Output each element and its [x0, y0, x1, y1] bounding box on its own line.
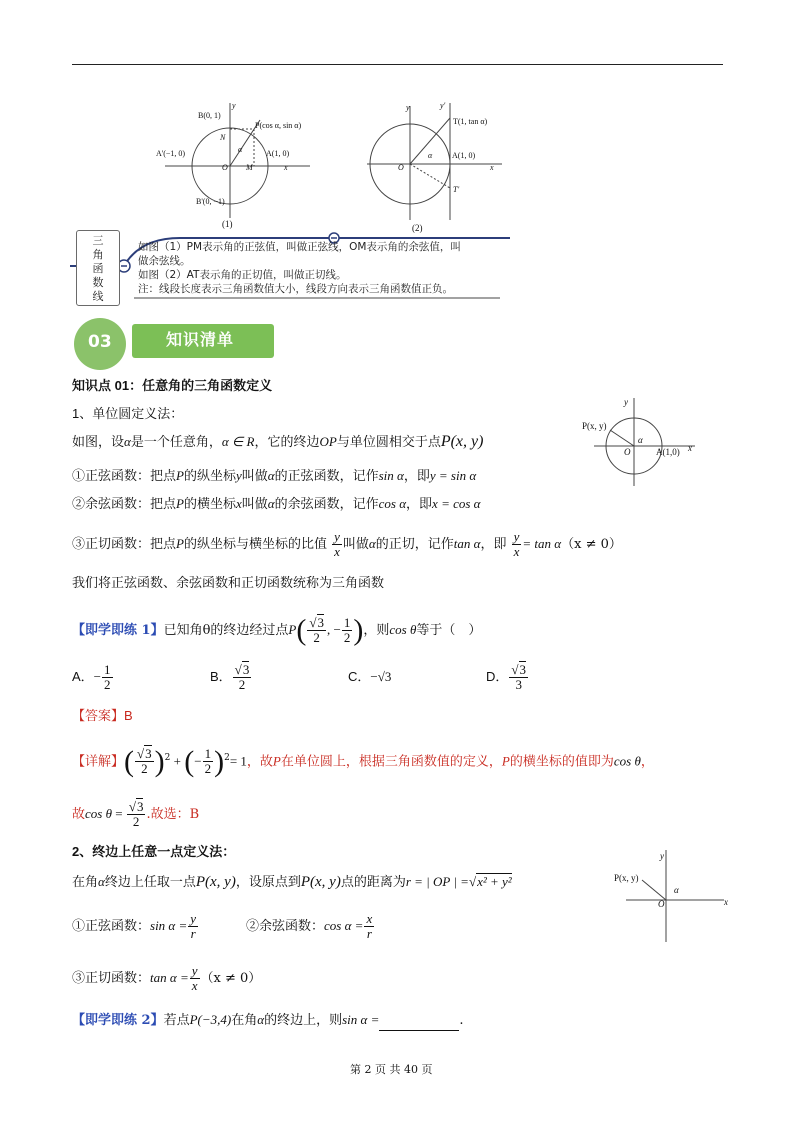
fig1-label-a: A(1, 0): [266, 149, 290, 158]
point1-fig-p: P(x, y): [582, 421, 607, 431]
fig1-label-x: x: [284, 163, 288, 172]
fig1-label-o: O: [222, 163, 228, 172]
point2-fig-alpha: α: [674, 885, 679, 895]
exercise1-option-b: B． $\frac{√3}{2}$: [210, 662, 250, 693]
fig2-label-t: T(1, tan α): [453, 117, 488, 126]
point2-fig-o: O: [658, 899, 665, 909]
exercise1-option-d: D． $\frac{√3}{3}$: [486, 662, 527, 693]
point1-heading: 知识点 01：任意角的三角函数定义: [72, 378, 273, 393]
point2-intro: 在角α终边上任取一点P(x, y)，设原点到P(x, y)点的距离为r = | OP | =√x² + y²: [72, 874, 512, 890]
point1-fig-x: x: [688, 443, 692, 453]
exercise1-detail: 【详解】( $\frac{√3}{2}$ )$^2$ + (− $\frac{1}{2}$ )$^2$= 1，故P在单位圆上，根据三角函数值的定义，P的横坐标的值即为cos θ，: [72, 744, 654, 778]
mindmap-line-1: 如图（1）PM表示角的正弦值，叫做正弦线，OM表示角的余弦值，叫: [138, 241, 461, 253]
mindmap-line-3: 如图（2）AT表示角的正切值，叫做正切线。: [138, 269, 347, 281]
fig1-label-m: M: [246, 163, 253, 172]
point1-sub1: 1、单位圆定义法：: [72, 406, 184, 421]
exercise1-answer: 【答案】B: [72, 708, 133, 723]
point2-fig-y: y: [660, 851, 664, 861]
point2-fig-x: x: [724, 897, 728, 907]
fig1-caption: (1): [222, 219, 233, 229]
fig2-label-y: y: [406, 103, 410, 112]
section-title: 知识清单: [166, 330, 235, 349]
point1-fig-y: y: [624, 397, 628, 407]
fig1-label-p: P(cos α, sin α): [255, 121, 302, 130]
fig1-label-b: B(0, 1): [198, 111, 221, 120]
fig1-label-n: N: [220, 133, 226, 142]
exercise1-conclusion: 故cos θ = $\frac{√3}{2}$ .故选：B: [72, 799, 200, 829]
mindmap-node-label: 三角函数线: [92, 234, 104, 303]
point1-fig-alpha: α: [638, 435, 643, 445]
exercise2-question: 【即学即练 2】若点P(−3,4)在角α的终边上，则sin α = .: [72, 1010, 464, 1031]
fig2-label-x: x: [490, 163, 494, 172]
fig1-label-alpha: α: [238, 145, 243, 154]
page-footer: 第 2 页 共 40 页: [350, 1063, 433, 1076]
point2-sin: ①正弦函数：sin α = $\frac{y}{r}$: [72, 911, 197, 941]
point2-fig-p: P(x, y): [614, 873, 639, 883]
fig1-label-y: y: [232, 101, 236, 110]
fig2-caption: (2): [412, 223, 423, 233]
fig2-label-o: O: [398, 163, 404, 172]
exercise1-option-a: A．− $\frac{1}{2}$: [72, 662, 111, 693]
fig2-label-alpha: α: [428, 151, 433, 160]
fig2-label-a: A(1, 0): [452, 151, 476, 160]
fig1-label-aprime: A'(−1, 0): [156, 149, 186, 158]
header-rule: [72, 64, 723, 65]
point1-tan-line: ③正切函数：把点P的纵坐标与横坐标的比值 $\frac{y}{x}$ 叫做α的正切，记作tan α，即 $\frac{y}{x}$ = tan α（x ≠ 0）: [72, 529, 622, 559]
mindmap-line-4: 注：线段长度表示三角函数值大小，线段方向表示三角函数值正负。: [138, 283, 453, 295]
point1-cos-line: ②余弦函数：把点P的横坐标x叫做α的余弦函数，记作cos α，即x = cos α: [72, 496, 481, 512]
fig1-label-bprime: B'(0, −1): [196, 197, 225, 206]
exercise1-question: 【即学即练 1】已知角θ的终边经过点P( $\frac{√3}{2}$ , − $\frac{1}{2}$ )，则cos θ等于（ ）: [72, 613, 482, 647]
answer-blank[interactable]: [379, 1016, 459, 1031]
fig2-label-yprime: y': [440, 101, 446, 110]
mindmap-line-2: 做余弦线。: [138, 255, 191, 267]
point2-heading: 2、终边上任意一点定义法：: [72, 844, 236, 859]
point1-summary: 我们将正弦函数、余弦函数和正切函数统称为三角函数: [72, 576, 385, 591]
point1-fig-o: O: [624, 447, 631, 457]
point1-sin-line: ①正弦函数：把点P的纵坐标y叫做α的正弦函数，记作sin α，即y = sin α: [72, 468, 477, 484]
exercise1-option-c: C．−√3: [348, 669, 392, 684]
section-number: 03: [88, 332, 112, 352]
fig2-label-tprime: T': [453, 185, 460, 194]
point2-tan: ③正切函数：tan α = $\frac{y}{x}$ （x ≠ 0）: [72, 963, 262, 993]
point1-intro: 如图，设α是一个任意角，α ∈ R，它的终边OP与单位圆相交于点P(x, y): [72, 433, 484, 450]
point2-cos: ②余弦函数：cos α = $\frac{x}{r}$: [246, 911, 373, 941]
point1-fig-a: A(1,0): [656, 447, 680, 457]
